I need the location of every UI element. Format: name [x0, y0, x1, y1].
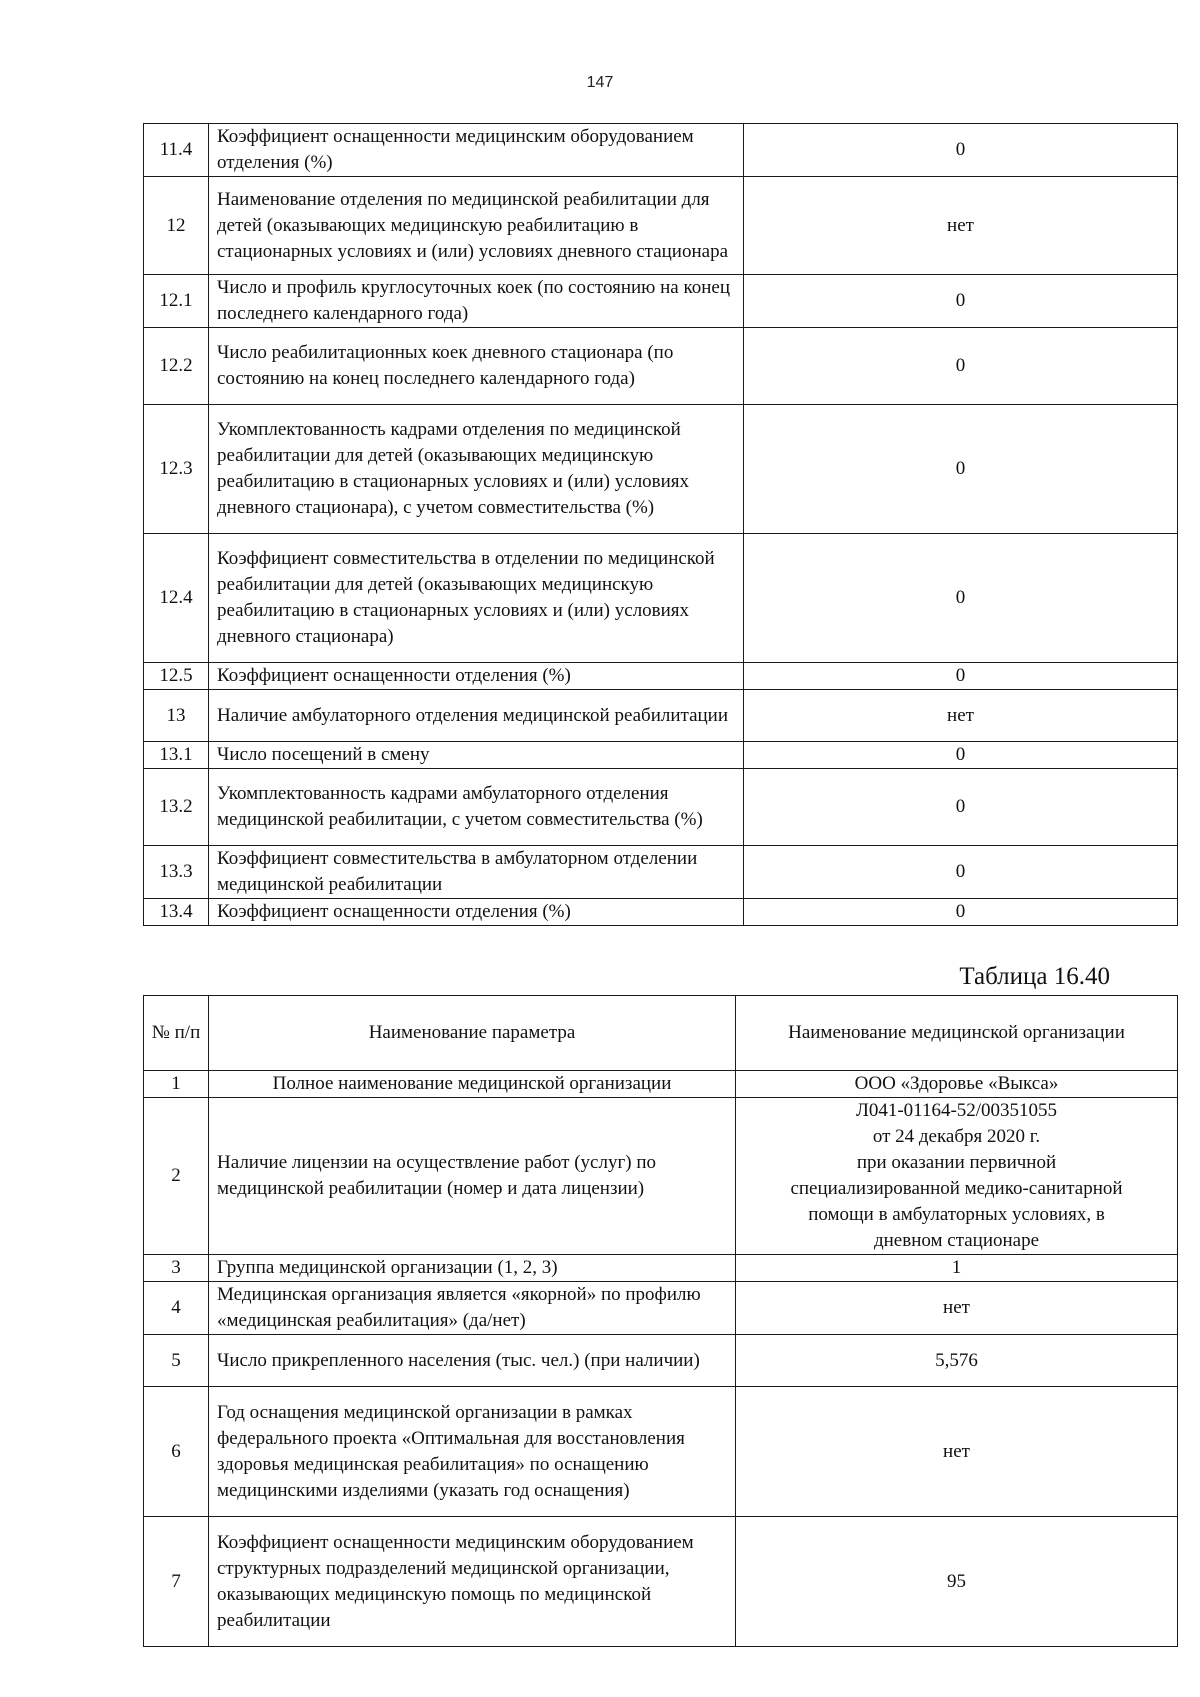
table-row: [144, 899, 1178, 926]
table-row: [144, 1098, 1178, 1255]
row-number: 12.3: [144, 405, 209, 534]
parameter-name: Коэффициент совместительства в амбулаторном отделении медицинской реабилитации: [209, 846, 744, 899]
parameter-name: Наличие амбулаторного отделения медицинской реабилитации: [209, 690, 744, 742]
parameter-value: 0: [744, 846, 1178, 899]
table-row: [144, 1387, 1178, 1517]
license-line: помощи в амбулаторных условиях, в: [808, 1204, 1105, 1225]
row-number: 13: [144, 690, 209, 742]
table-row: [144, 1255, 1178, 1282]
row-number: 13.4: [144, 899, 209, 926]
table-row: [144, 328, 1178, 405]
parameter-name: Коэффициент оснащенности медицинским оборудованием отделения (%): [209, 124, 744, 177]
table-row: [144, 690, 1178, 742]
table-continuation: [143, 123, 1178, 926]
table-row: [144, 769, 1178, 846]
license-line: Л041-01164-52/00351055: [855, 1100, 1058, 1121]
header-parameter: Наименование параметра: [209, 996, 736, 1071]
parameter-name: Число реабилитационных коек дневного стационара (по состоянию на конец последнего календарного года): [209, 328, 744, 405]
row-number: 2: [144, 1098, 209, 1255]
table-row: [144, 1282, 1178, 1335]
parameter-value: 0: [744, 899, 1178, 926]
table-row: [144, 1335, 1178, 1387]
parameter-name: Коэффициент оснащенности отделения (%): [209, 663, 744, 690]
parameter-name: Наименование отделения по медицинской реабилитации для детей (оказывающих медицинскую реабилитацию в стационарных условиях и (или) условиях дневного стационара: [209, 177, 744, 275]
parameter-value: нет: [744, 177, 1178, 275]
row-number: 7: [144, 1517, 209, 1647]
parameter-value: 0: [744, 124, 1178, 177]
parameter-name: Число прикрепленного населения (тыс. чел.) (при наличии): [209, 1335, 736, 1387]
row-number: 13.2: [144, 769, 209, 846]
parameter-value: ООО «Здоровье «Выкса»: [736, 1071, 1178, 1098]
license-line: дневном стационаре: [873, 1230, 1040, 1251]
parameter-value: 95: [736, 1517, 1178, 1647]
table-row: [144, 124, 1178, 177]
row-number: 11.4: [144, 124, 209, 177]
table-row: [144, 534, 1178, 663]
table-row: [144, 1071, 1178, 1098]
row-number: 4: [144, 1282, 209, 1335]
parameter-name: Наличие лицензии на осуществление работ (услуг) по медицинской реабилитации (номер и дата лицензии): [209, 1098, 736, 1255]
table-row: [144, 663, 1178, 690]
parameter-value: 0: [744, 769, 1178, 846]
parameter-name: Коэффициент оснащенности медицинским оборудованием структурных подразделений медицинской организации, оказывающих медицинскую помощь по медицинской реабилитации: [209, 1517, 736, 1647]
row-number: 12.1: [144, 275, 209, 328]
row-number: 6: [144, 1387, 209, 1517]
row-number: 12.5: [144, 663, 209, 690]
license-line: при оказании первичной: [856, 1152, 1057, 1173]
parameter-value: 0: [744, 534, 1178, 663]
parameter-value: 0: [744, 328, 1178, 405]
organization-table: [143, 995, 1178, 1647]
table-row: [144, 405, 1178, 534]
table-row: [144, 846, 1178, 899]
parameter-value: 1: [736, 1255, 1178, 1282]
parameter-value: 0: [744, 663, 1178, 690]
parameter-name: Группа медицинской организации (1, 2, 3): [209, 1255, 736, 1282]
table-row: [144, 177, 1178, 275]
parameter-name: Медицинская организация является «якорной» по профилю «медицинская реабилитация» (да/нет): [209, 1282, 736, 1335]
parameter-name: Укомплектованность кадрами отделения по медицинской реабилитации для детей (оказывающих медицинскую реабилитацию в стационарных условиях и (или) условиях дневного стационара), с учетом совместительства (%): [209, 405, 744, 534]
header-number: № п/п: [144, 996, 209, 1071]
parameter-value: 5,576: [736, 1335, 1178, 1387]
license-line: от 24 декабря 2020 г.: [872, 1126, 1041, 1147]
parameter-name: Коэффициент оснащенности отделения (%): [209, 899, 744, 926]
row-number: 1: [144, 1071, 209, 1098]
table-header-row: [144, 996, 1178, 1071]
table-row: [144, 1517, 1178, 1647]
row-number: 12.4: [144, 534, 209, 663]
parameter-name: Коэффициент совместительства в отделении по медицинской реабилитации для детей (оказывающих медицинскую реабилитацию в стационарных условиях и (или) условиях дневного стационара): [209, 534, 744, 663]
row-number: 13.3: [144, 846, 209, 899]
parameter-value: нет: [736, 1282, 1178, 1335]
parameter-value: нет: [744, 690, 1178, 742]
header-organization: Наименование медицинской организации: [736, 996, 1178, 1071]
page-number: 147: [586, 74, 614, 91]
parameter-name: Число и профиль круглосуточных коек (по состоянию на конец последнего календарного года): [209, 275, 744, 328]
row-number: 3: [144, 1255, 209, 1282]
table-row: [144, 275, 1178, 328]
row-number: 5: [144, 1335, 209, 1387]
row-number: 12: [144, 177, 209, 275]
parameter-name: Год оснащения медицинской организации в рамках федерального проекта «Оптимальная для восстановления здоровья медицинская реабилитация» по оснащению медицинскими изделиями (указать год оснащения): [209, 1387, 736, 1517]
parameter-name: Полное наименование медицинской организации: [209, 1071, 736, 1098]
parameter-name: Укомплектованность кадрами амбулаторного отделения медицинской реабилитации, с учетом совместительства (%): [209, 769, 744, 846]
row-number: 13.1: [144, 742, 209, 769]
parameter-value: нет: [736, 1387, 1178, 1517]
parameter-value: 0: [744, 275, 1178, 328]
parameter-value: 0: [744, 405, 1178, 534]
parameter-value: 0: [744, 742, 1178, 769]
license-value: [736, 1098, 1178, 1255]
table-caption: Таблица 16.40: [959, 963, 1110, 990]
table-row: [144, 742, 1178, 769]
parameter-name: Число посещений в смену: [209, 742, 744, 769]
license-line: специализированной медико-санитарной: [790, 1178, 1123, 1199]
row-number: 12.2: [144, 328, 209, 405]
